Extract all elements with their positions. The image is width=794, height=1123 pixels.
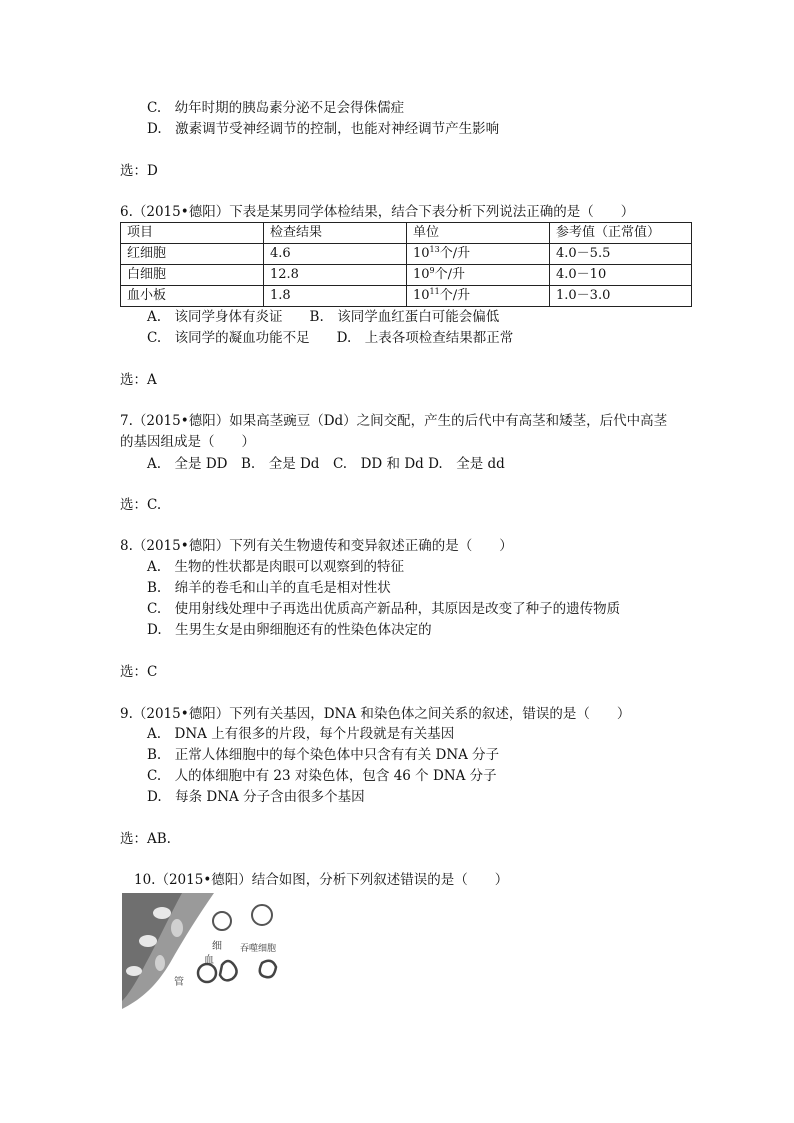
cell-result: 1.8 — [264, 286, 407, 307]
cell-item: 血小板 — [121, 286, 264, 307]
q8-answer: 选：C — [120, 664, 158, 680]
cell-reference: 4.0－10 — [550, 265, 692, 286]
q6-options-cd: C. 该同学的凝血功能不足 D. 上表各项检查结果都正常 — [147, 330, 514, 346]
q9-option-a: A. DNA 上有很多的片段，每个片段就是有关基因 — [147, 726, 455, 742]
red-cell-shape — [171, 919, 183, 937]
cell-unit: $10^{11}$个/升 — [407, 286, 550, 307]
q8-option-b: B. 绵羊的卷毛和山羊的直毛是相对性状 — [147, 580, 391, 596]
cell-reference: 1.0－3.0 — [550, 286, 692, 307]
figure-label-xue: 血 — [204, 955, 214, 966]
red-cell-shape — [155, 955, 165, 971]
q6-question: 6.（2015•德阳）下表是某男同学体检结果，结合下表分析下列说法正确的是（ ） — [120, 204, 635, 220]
q8-option-d: D. 生男生女是由卵细胞还有的性染色体决定的 — [147, 622, 432, 638]
cell-item: 红细胞 — [121, 244, 264, 265]
q10-question: 10.（2015•德阳）结合如图，分析下列叙述错误的是（ ） — [134, 872, 509, 888]
cell-result: 12.8 — [264, 265, 407, 286]
q8-option-c: C. 使用射线处理中子再选出优质高产新品种，其原因是改变了种子的遗传物质 — [147, 601, 621, 617]
q9-option-c: C. 人的体细胞中有 23 对染色体，包含 46 个 DNA 分子 — [147, 768, 497, 784]
q9-option-d: D. 每条 DNA 分子含由很多个基因 — [147, 789, 365, 805]
cell-result: 4.6 — [264, 244, 407, 265]
table-header-row — [121, 223, 692, 244]
q5-option-d: D. 激素调节受神经调节的控制，也能对神经调节产生影响 — [147, 121, 500, 137]
figure-label-xi: 细 — [212, 941, 222, 952]
header-item: 项目 — [121, 223, 264, 244]
q6-options-ab: A. 该同学身体有炎证 B. 该同学血红蛋白可能会偏低 — [147, 309, 500, 325]
q7-options: A. 全是 DD B. 全是 Dd C. DD 和 Dd D. 全是 dd — [147, 456, 505, 472]
q9-answer: 选：AB. — [120, 831, 171, 847]
header-result: 检查结果 — [264, 223, 407, 244]
table-row — [121, 286, 692, 307]
table-row — [121, 265, 692, 286]
q7-answer: 选：C. — [120, 497, 162, 513]
red-cell-shape — [139, 935, 157, 947]
cell-item: 白细胞 — [121, 265, 264, 286]
q6-answer: 选：A — [120, 372, 157, 388]
red-cell-shape — [126, 966, 142, 976]
figure-label-phagocyte: 吞噬细胞 — [240, 944, 277, 954]
red-cell-shape — [153, 907, 171, 919]
table-row — [121, 244, 692, 265]
q8-question: 8.（2015•德阳）下列有关生物遗传和变异叙述正确的是（ ） — [120, 538, 513, 554]
cell-unit: $10^{13}$个/升 — [407, 244, 550, 265]
q7-question-line2: 的基因组成是（ ） — [120, 434, 255, 450]
q8-option-a: A. 生物的性状都是肉眼可以观察到的特征 — [147, 559, 405, 575]
header-unit: 单位 — [407, 223, 550, 244]
cell-reference: 4.0－5.5 — [550, 244, 692, 265]
blood-cells-figure — [122, 893, 296, 1009]
q5-answer: 选：D — [120, 163, 158, 179]
q9-question: 9.（2015•德阳）下列有关基因，DNA 和染色体之间关系的叙述，错误的是（ ） — [120, 706, 631, 722]
q5-option-c: C. 幼年时期的胰岛素分泌不足会得侏儒症 — [147, 100, 405, 116]
header-reference: 参考值（正常值） — [550, 223, 692, 244]
figure-label-guan: 管 — [174, 977, 184, 988]
blood-test-table — [120, 222, 692, 307]
q9-option-b: B. 正常人体细胞中的每个染色体中只含有有关 DNA 分子 — [147, 747, 500, 763]
q7-question-line1: 7.（2015•德阳）如果高茎豌豆（Dd）之间交配，产生的后代中有高茎和矮茎，后代中高茎 — [120, 413, 668, 429]
cell-unit: $10^9$个/升 — [407, 265, 550, 286]
